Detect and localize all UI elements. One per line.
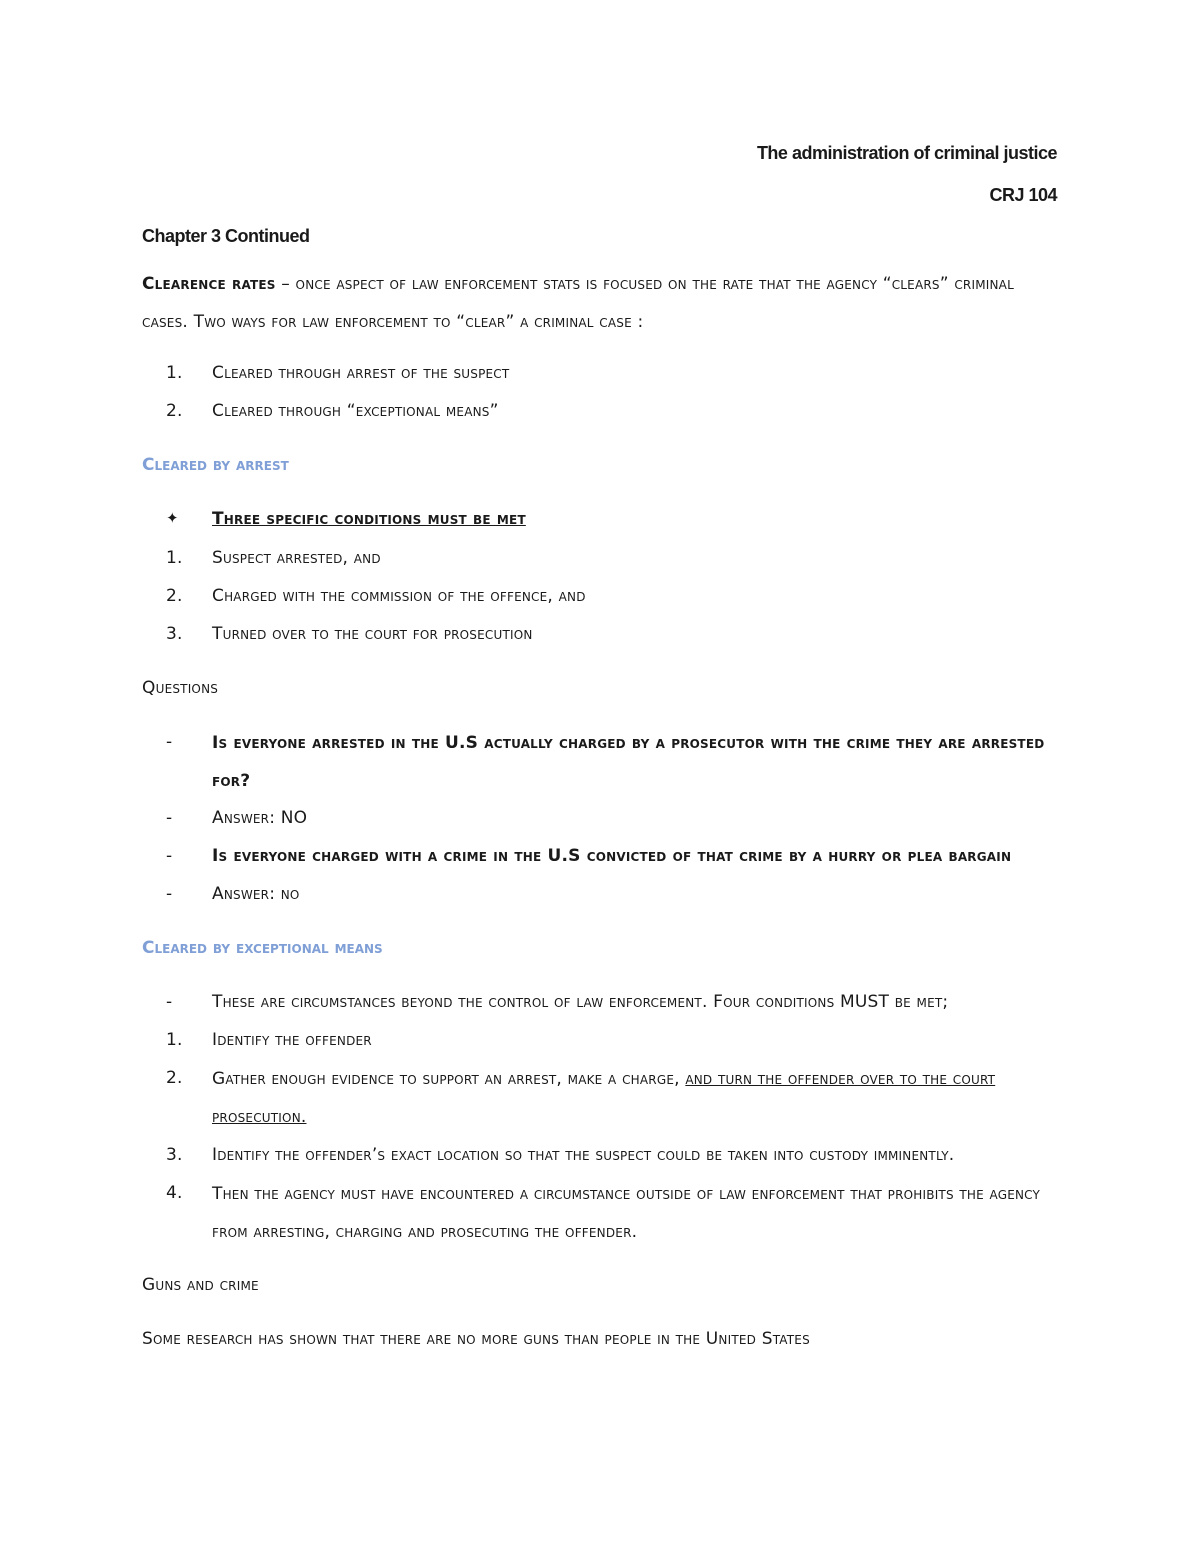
answer-text: Answer: no [212, 884, 300, 904]
star-bullet-icon: ✦ [166, 509, 179, 527]
guns-heading: Guns and crime [142, 1275, 259, 1295]
dash-marker: - [166, 884, 173, 904]
list-number: 1. [166, 1030, 183, 1050]
list-number: 2. [166, 1068, 183, 1088]
clearance-text: – once aspect of law enforcement stats is focused on the rate that the agency “clears” criminal cases. Two ways for law enforcement to “clear” a criminal case : [142, 274, 1014, 332]
list-text: Identify the offender’s exact location so that the suspect could be taken into custody imminently. [212, 1145, 955, 1165]
list-text [212, 1060, 1046, 1136]
document-page [142, 0, 1057, 1553]
list-number: 3. [166, 1145, 183, 1165]
list-text: Then the agency must have encountered a circumstance outside of law enforcement that prohibits the agency from arresting, charging and prosecuting the offender. [212, 1184, 1041, 1242]
dash-marker: - [166, 732, 173, 752]
answer-text: Answer: NO [212, 808, 308, 828]
list-number: 2. [166, 586, 183, 606]
list-text: Identify the offender [212, 1030, 372, 1050]
section-heading-exceptional: Cleared by exceptional means [142, 938, 383, 958]
list-text: Cleared through arrest of the suspect [212, 363, 510, 383]
list-number: 1. [166, 363, 183, 383]
dash-marker: - [166, 992, 173, 1012]
list-text-underlined: and turn the offender over to the court prosecution. [212, 1069, 996, 1127]
dash-marker: - [166, 808, 173, 828]
chapter-heading: Chapter 3 Continued [142, 226, 310, 246]
clearance-term: Clearence rates [142, 274, 276, 294]
list-text: Turned over to the court for prosecution [212, 624, 533, 644]
list-text: Three specific conditions must be met [212, 509, 526, 529]
list-text: Cleared through “exceptional means” [212, 401, 499, 421]
list-text: Charged with the commission of the offence, and [212, 586, 586, 606]
list-number: 3. [166, 624, 183, 644]
course-code: CRJ 104 [989, 185, 1057, 205]
list-number: 4. [166, 1183, 183, 1203]
list-text: Suspect arrested, and [212, 548, 381, 568]
question-text: Is everyone charged with a crime in the U.S convicted of that crime by a hurry or plea bargain [212, 846, 1012, 866]
dash-marker: - [166, 846, 173, 866]
list-number: 2. [166, 401, 183, 421]
document-title: The administration of criminal justice [756, 143, 1057, 163]
questions-heading: Questions [142, 678, 219, 698]
list-text: These are circumstances beyond the control of law enforcement. Four conditions MUST be met; [212, 992, 949, 1012]
guns-text: Some research has shown that there are no more guns than people in the United States [142, 1329, 810, 1349]
list-text-plain: Gather enough evidence to support an arrest, make a charge, [212, 1069, 686, 1089]
list-number: 1. [166, 548, 183, 568]
clearance-paragraph [142, 265, 1042, 341]
section-heading-arrest: Cleared by arrest [142, 455, 289, 475]
question-text: Is everyone arrested in the U.S actually charged by a prosecutor with the crime they are arrested for? [212, 733, 1045, 791]
